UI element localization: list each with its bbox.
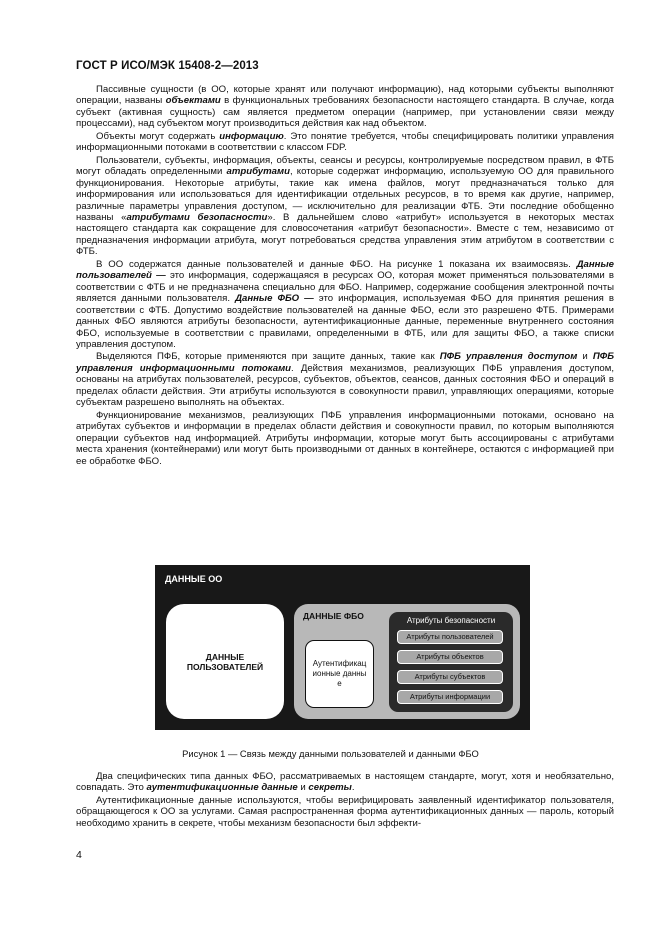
text-run: Функционирование механизмов, реализующих ПФБ управления информационными потоками, основано на атрибутах субъектов и информации в пределах области действия и совокупности правил, по которым выполняются операции субъектов над информацией. Атрибуты информации, которые могут быть ассоциированы с атрибутами места хранения (контейнерами) или могут быть производными от данных в контейнере, остаются с информацией при ее обработке ФБО. [76, 409, 614, 467]
auth-data-label: Аутентификационные данные [312, 659, 367, 688]
text-run: Аутентификационные данные используются, чтобы верифицировать заявленный идентификатор пользователя, обращающегося к ОО за услугами. Самая распространенная форма аутентификационных данных — пароль, который необходимо хранить в секрете, чтобы механизм безопасности был эффекти- [76, 794, 614, 829]
security-attributes-box [389, 612, 513, 712]
term-emphasis: ПФБ управления информационными потоками [76, 351, 614, 374]
term-emphasis: Данные ФБО — [235, 293, 314, 305]
term-emphasis: объектами [165, 95, 221, 107]
term-emphasis: атрибутами [226, 166, 290, 178]
page-number: 4 [76, 849, 82, 861]
text-run: В ОО содержатся данные пользователей и данные ФБО. На рисунке 1 показана их взаимосвязь. [96, 258, 577, 270]
text-run: , которые содержат информацию, используемую ОО для правильного функционирования. Некоторые атрибуты, такие как имена файлов, могут предназначаться только для информирования или использоваться для идентификации отдельных ресурсов, в то время как другие, например, различные параметры управления доступом, — исключительно для реализации ФТБ. Эти последние обобщенно названы « [76, 166, 614, 223]
text-run: ». В дальнейшем слово «атрибут» используется в некоторых местах настоящего стандарта как сокращение для словосочетания «атрибут безопасности». Вместе с тем, независимо от предназначения информации атрибута, могут потребоваться средства управления этим атрибутом в соответствии с ФТБ. [76, 211, 614, 258]
paragraph [76, 259, 614, 351]
paragraph [76, 131, 614, 154]
user-data-label: ДАННЫЕ ПОЛЬЗОВАТЕЛЕЙ [186, 651, 264, 672]
paragraph [76, 795, 614, 829]
paragraph [76, 771, 614, 794]
paragraph [76, 351, 614, 408]
text-run: . [351, 782, 355, 794]
text-run: Объекты могут содержать [96, 130, 220, 142]
text-run: и [297, 782, 309, 794]
term-emphasis: атрибутами безопасности [126, 211, 268, 223]
term-emphasis: секреты [308, 782, 352, 794]
tsf-data-title: ДАННЫЕ ФБО [303, 611, 364, 621]
text-run: в функциональных требованиях безопасности настоящего стандарта. В случае, когда субъект (активная сущность) сам является предметом операции (например, при установлении связи между процессами), над субъектом могут производиться действия как над объектом. [76, 95, 614, 130]
body-text-top [76, 84, 614, 468]
term-emphasis: ПФБ управления доступом [439, 351, 578, 363]
text-run: Пассивные сущности (в ОО, которые хранят или получают информацию), над которыми субъекты выполняют операции, названы [76, 84, 614, 107]
tsf-data-box [294, 604, 520, 719]
text-run: . Это понятие требуется, чтобы специфицировать политики управления информационными потоками в соответствии с классом FDP. [76, 130, 614, 154]
term-emphasis: аутентификационные данные [146, 782, 298, 794]
attr-item-objects: Атрибуты объектов [397, 650, 503, 664]
figure-toe-data [155, 565, 530, 730]
term-emphasis: информацию [219, 130, 284, 142]
auth-data-box [305, 640, 374, 708]
text-run: это информация, используемая ФБО для принятия решения в соответствии с ФТБ. Допустимо воздействие пользователей на данные ФБО, если это разрешено ФТБ. Примерами данных ФБО являются атрибуты безопасности, аутентификационные данные, переменные внутреннего состояния ФБО, используемые в соответствии с правилами, определенными в ФТБ, или для защиты ФБО, а также списки управления доступом. [76, 293, 614, 350]
attr-item-users: Атрибуты пользователей [397, 630, 503, 644]
paragraph [76, 155, 614, 258]
text-run: это информация, содержащаяся в ресурсах ОО, которая может применяться пользователями в соответствии с ФТБ и не предназначена специально для ФБО. Например, содержание сообщения электронной почты является данными пользователя. [76, 270, 614, 305]
figure-title: ДАННЫЕ ОО [165, 574, 223, 584]
term-emphasis: Данные пользователей — [76, 258, 614, 282]
user-data-box [166, 604, 284, 719]
paragraph [76, 410, 614, 467]
text-run: Два специфических типа данных ФБО, рассматриваемых в настоящем стандарте, могут, хотя и необязательно, совпадать. Это [76, 771, 614, 794]
attr-item-subjects: Атрибуты субъектов [397, 670, 503, 684]
document-header: ГОСТ Р ИСО/МЭК 15408-2—2013 [76, 60, 259, 72]
paragraph [76, 84, 614, 130]
security-attributes-title: Атрибуты безопасности [406, 616, 496, 625]
text-run: Выделяются ПФБ, которые применяются при защите данных, такие как [96, 351, 440, 363]
text-run: Пользователи, субъекты, информация, объекты, сеансы и ресурсы, контролируемые посредством правил, в ФТБ могут обладать определенными [76, 154, 614, 178]
attr-item-information: Атрибуты информации [397, 690, 503, 704]
text-run: и [577, 351, 593, 363]
body-text-bottom [76, 771, 614, 830]
figure-caption: Рисунок 1 — Связь между данными пользователей и данными ФБО [182, 748, 479, 759]
text-run: . Действия механизмов, реализующих ПФБ управления доступом, основаны на атрибутах пользователей, ресурсов, субъектов, объектов, сеансов, данных состояния ФБО и операций в пределах области действия. Эти атрибуты используются в совокупности правил, управляющих операциями, которые субъектам разрешено выполнять на объектах. [76, 362, 614, 409]
